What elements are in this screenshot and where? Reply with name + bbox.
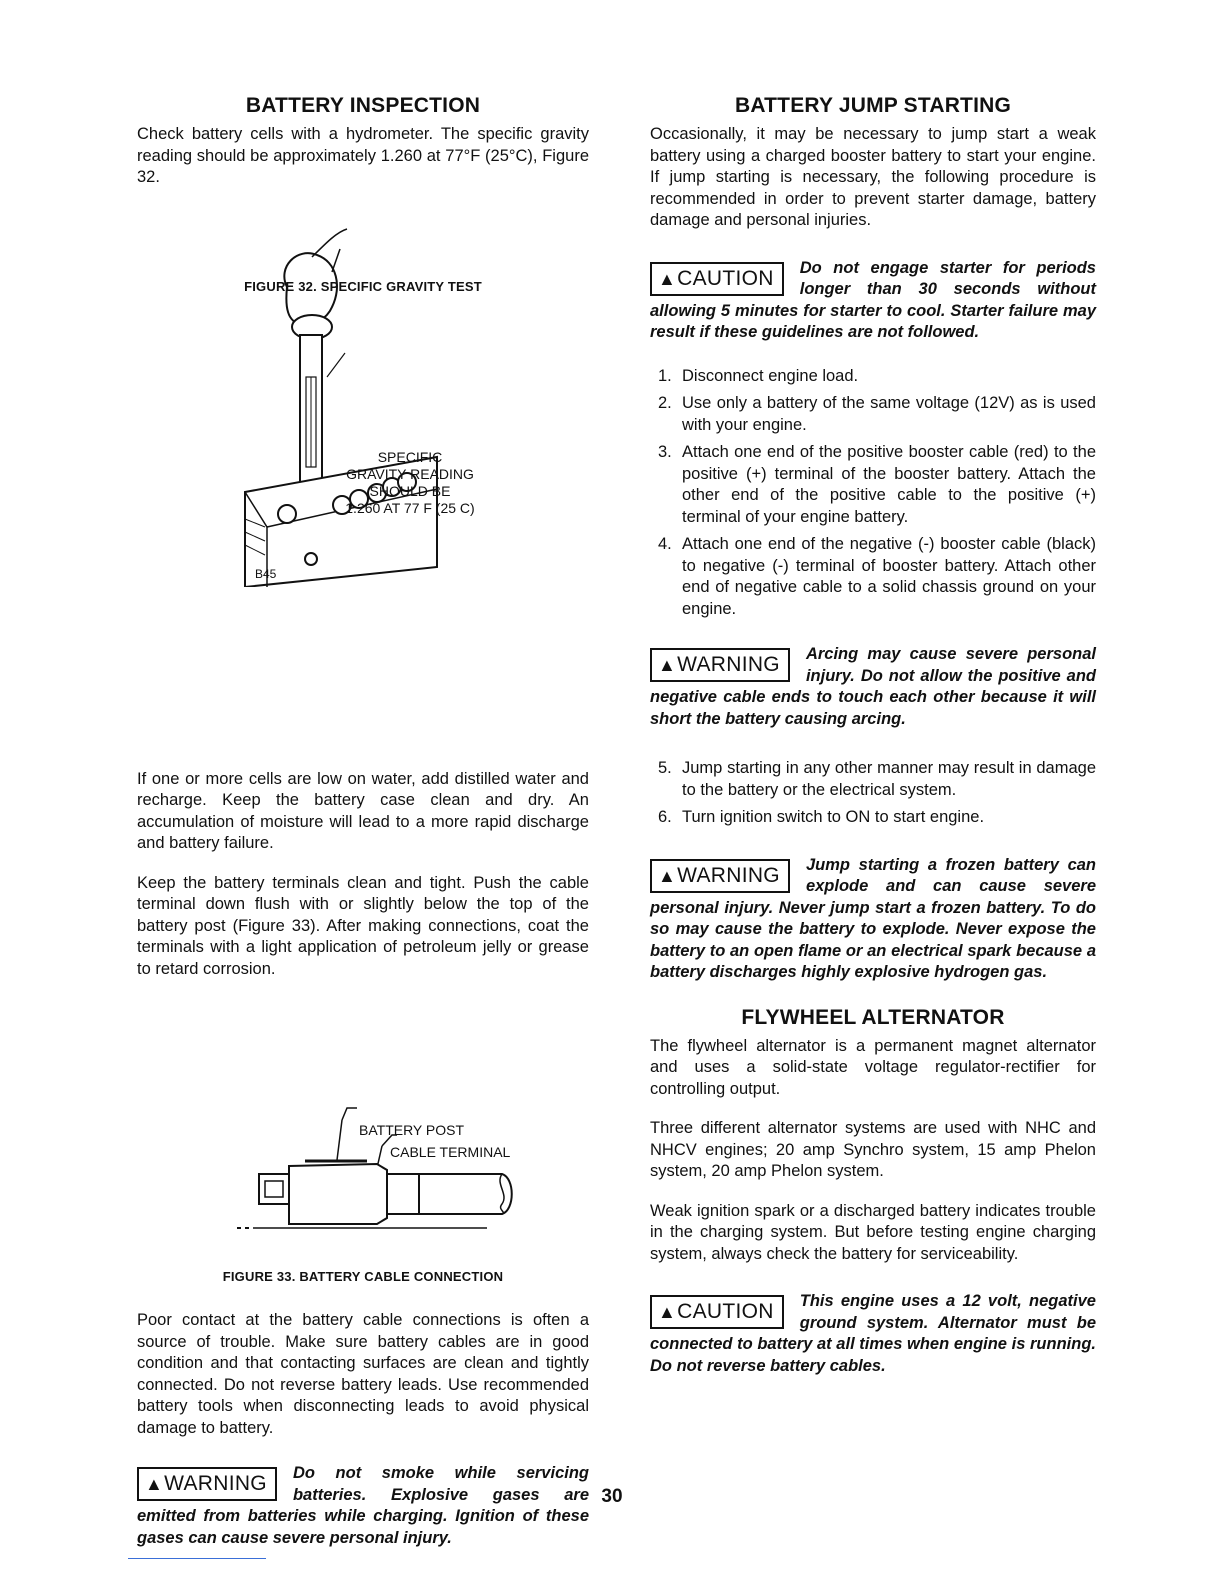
figure-33-caption: FIGURE 33. BATTERY CABLE CONNECTION bbox=[222, 1269, 504, 1284]
starter-caution bbox=[650, 258, 1096, 344]
page-number: 30 bbox=[601, 1486, 623, 1507]
flywheel-para-2: Three different alternator systems are used with NHC and NHCV engines; 20 amp Synchro system, 15 amp Phelon system, 20 amp Phelon system. bbox=[650, 1119, 1096, 1180]
warning-badge-label: WARNING bbox=[164, 1472, 267, 1495]
caution-badge bbox=[650, 262, 784, 296]
step-text: Attach one end of the negative (-) booster cable (black) to negative (-) terminal of booster battery. Attach other end of negative cable to a solid chassis ground on your engine. bbox=[682, 535, 1096, 618]
para-water: If one or more cells are low on water, add distilled water and recharge. Keep the battery case clean and dry. An accumulation of moisture will lead to a more rapid discharge and battery failure. bbox=[137, 769, 589, 852]
list-item bbox=[650, 393, 1096, 436]
step-text: Disconnect engine load. bbox=[682, 366, 859, 385]
warning-text: Jump starting a frozen battery can explode and can cause severe personal injury. Never jump start a frozen battery. To do so may cause the battery to explode. Never expose the battery to an open flame or an electrical spark because a battery discharges highly explosive hydrogen gas. bbox=[650, 855, 1096, 981]
left-column bbox=[137, 94, 589, 1571]
battery-post-label: BATTERY POST bbox=[359, 1122, 465, 1138]
label-line: SHOULD BE bbox=[369, 482, 451, 499]
battery-inspection-intro: Check battery cells with a hydrometer. The specific gravity reading should be approximately 1.260 at 77°F (25°C), Figure 32. bbox=[137, 125, 589, 186]
figure-32 bbox=[137, 227, 589, 627]
warning-triangle-icon: ▲ bbox=[658, 1302, 677, 1322]
caution-text: This engine uses a 12 volt, negative ground system. Alternator must be connected to battery at all times when engine is running. Do not reverse battery cables. bbox=[650, 1292, 1096, 1375]
step-text: Turn ignition switch to ON to start engine. bbox=[682, 808, 985, 826]
step-number: 1. bbox=[658, 366, 672, 385]
step-text: Use only a battery of the same voltage (12V) as is used with your engine. bbox=[682, 394, 1096, 434]
alternator-caution bbox=[650, 1291, 1096, 1377]
list-item bbox=[650, 807, 1096, 829]
list-item bbox=[650, 534, 1096, 620]
list-item bbox=[650, 758, 1096, 801]
jump-steps-5-6 bbox=[650, 758, 1096, 829]
jump-starting-intro: Occasionally, it may be necessary to jump start a weak battery using a charged booster battery to start your engine. If jump starting is necessary, the following procedure is recommended in order to prevent starter damage, battery damage and personal injuries. bbox=[650, 125, 1096, 229]
cable-terminal-label: CABLE TERMINAL bbox=[390, 1144, 511, 1160]
step-number: 5. bbox=[658, 759, 672, 777]
flywheel-heading: FLYWHEEL ALTERNATOR bbox=[741, 1005, 1005, 1029]
warning-triangle-icon: ▲ bbox=[658, 865, 677, 886]
figure-code: B45 bbox=[255, 566, 277, 581]
figure-32-caption: FIGURE 32. SPECIFIC GRAVITY TEST bbox=[244, 278, 482, 294]
step-number: 4. bbox=[658, 535, 672, 553]
warning-text: Do not smoke while servicing batteries. Explosive gases are emitted from batteries while charging. Ignition of these gases can cause severe personal injury. bbox=[137, 1464, 589, 1547]
label-line: 1.260 AT 77 F (25 C) bbox=[345, 499, 475, 516]
caution-badge-label: CAUTION bbox=[677, 1300, 774, 1323]
step-number: 2. bbox=[658, 394, 672, 412]
footer-rule bbox=[128, 1558, 266, 1559]
caution-text: Do not engage starter for periods longer than 30 seconds without allowing 5 minutes for starter to cool. Starter failure may result if these guidelines are not followed. bbox=[650, 258, 1096, 341]
step-number: 3. bbox=[658, 443, 672, 461]
warning-triangle-icon: ▲ bbox=[658, 655, 677, 675]
right-column bbox=[650, 94, 1096, 1399]
step-number: 6. bbox=[658, 808, 672, 826]
arcing-warning bbox=[650, 644, 1096, 730]
warning-badge bbox=[650, 648, 790, 682]
warning-badge-label: WARNING bbox=[677, 863, 780, 887]
warning-text: Arcing may cause severe personal injury. Do not allow the positive and negative cable ends to touch each other because it will short the battery causing arcing. bbox=[650, 645, 1096, 728]
label-line: SPECIFIC bbox=[377, 448, 443, 465]
jump-starting-heading: BATTERY JUMP STARTING bbox=[734, 94, 1012, 117]
step-text: Jump starting in any other manner may result in damage to the battery or the electrical system. bbox=[682, 759, 1096, 799]
label-line: GRAVITY READING bbox=[346, 465, 474, 482]
figure-33 bbox=[137, 998, 589, 1288]
para-terminals: Keep the battery terminals clean and tight. Push the cable terminal down flush with or slightly below the top of the battery post (Figure 33). After making connections, coat the terminals with a light application of petroleum jelly or grease to retard corrosion. bbox=[137, 873, 589, 978]
frozen-battery-warning bbox=[650, 855, 1096, 984]
warning-badge-label: WARNING bbox=[677, 653, 780, 676]
warning-badge bbox=[650, 859, 790, 893]
battery-inspection-heading: BATTERY INSPECTION bbox=[245, 94, 481, 117]
hydrometer-label bbox=[320, 449, 500, 517]
jump-steps-1-4 bbox=[650, 366, 1096, 621]
step-text: Attach one end of the positive booster cable (red) to the positive (+) terminal of the booster battery. Attach the other end of the positive cable to the positive (+) terminal of your engine battery. bbox=[682, 443, 1096, 526]
caution-badge-label: CAUTION bbox=[677, 266, 774, 290]
flywheel-para-1: The flywheel alternator is a permanent magnet alternator and uses a solid-state voltage regulator-rectifier for controlling output. bbox=[650, 1036, 1096, 1098]
list-item bbox=[650, 366, 1096, 388]
caution-badge bbox=[650, 1295, 784, 1329]
para-contact: Poor contact at the battery cable connections is often a source of trouble. Make sure battery cables are in good condition and that contacting surfaces are clean and tightly connected. Do not reverse battery leads. Use recommended battery tools when disconnecting leads to avoid physical damage to battery. bbox=[137, 1311, 589, 1437]
cable-connection-illustration bbox=[137, 1078, 589, 1298]
warning-triangle-icon: ▲ bbox=[658, 268, 677, 289]
warning-triangle-icon: ▲ bbox=[145, 1474, 164, 1494]
list-item bbox=[650, 442, 1096, 528]
flywheel-para-3: Weak ignition spark or a discharged battery indicates trouble in the charging system. But before testing engine charging system, always check the battery for serviceability. bbox=[650, 1201, 1096, 1263]
